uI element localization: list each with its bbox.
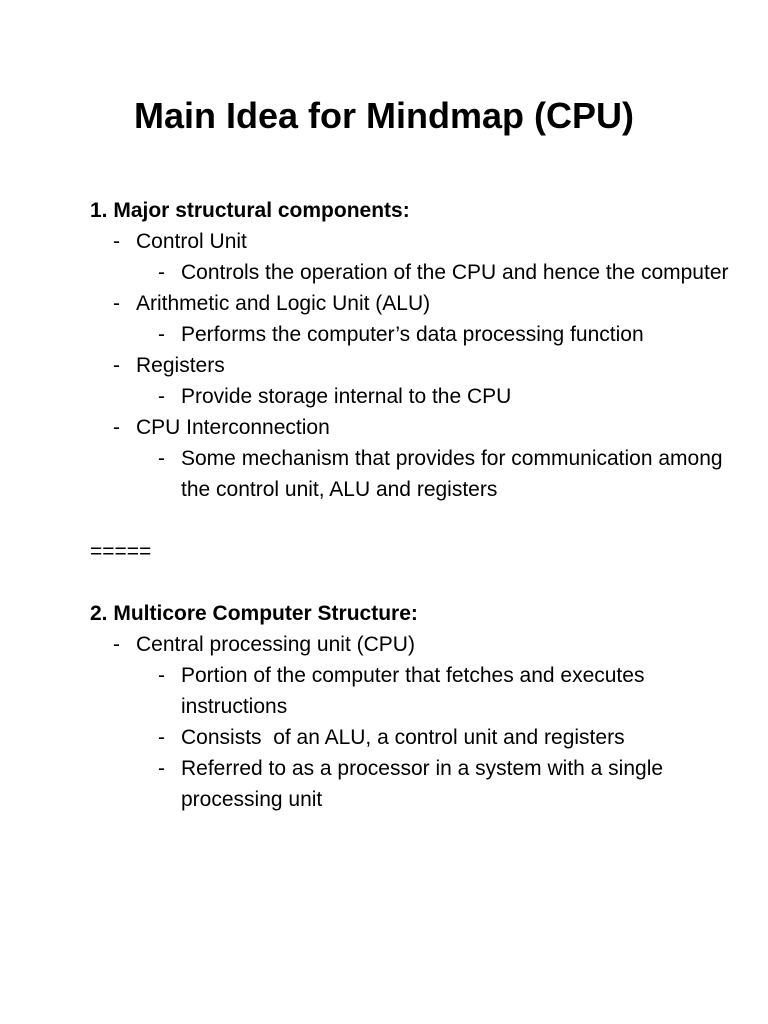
bullet-dash: - <box>158 385 165 408</box>
sub-list-item-text: Controls the operation of the CPU and hence the computer <box>181 261 729 284</box>
sub-list-item-text: Consists of an ALU, a control unit and registers <box>181 726 625 749</box>
sub-list-item <box>90 722 730 753</box>
sub-list-item <box>90 319 730 350</box>
section-multicore-structure <box>90 598 730 815</box>
sub-list-item-text: Referred to as a processor in a system with a single processing unit <box>181 757 664 811</box>
sub-list-item <box>90 660 730 722</box>
sub-list-item-text: Performs the computer’s data processing function <box>181 323 644 346</box>
list-item <box>90 350 730 381</box>
list-item-label: Registers <box>136 354 225 377</box>
page-title: Main Idea for Mindmap (CPU) <box>133 95 634 136</box>
sub-list-item-text: Some mechanism that provides for communication among the control unit, ALU and registers <box>181 447 723 501</box>
list-item <box>90 288 730 319</box>
list-item-label: Arithmetic and Logic Unit (ALU) <box>136 292 431 315</box>
spacer <box>90 567 730 598</box>
bullet-dash: - <box>113 354 120 377</box>
bullet-dash: - <box>113 230 120 253</box>
sub-list-item-text: Portion of the computer that fetches and executes instructions <box>181 664 645 718</box>
spacer <box>90 505 730 536</box>
sub-list-item <box>90 257 730 288</box>
section-heading: 1. Major structural components: <box>90 199 410 222</box>
bullet-dash: - <box>158 664 165 687</box>
bullet-dash: - <box>113 416 120 439</box>
bullet-dash: - <box>113 633 120 656</box>
bullet-dash: - <box>113 292 120 315</box>
sub-list-item-text: Provide storage internal to the CPU <box>181 385 512 408</box>
bullet-dash: - <box>158 726 165 749</box>
separator: ===== <box>90 540 152 563</box>
list-item-label: CPU Interconnection <box>136 416 330 439</box>
bullet-dash: - <box>158 261 165 284</box>
list-item <box>90 226 730 257</box>
list-item <box>90 629 730 660</box>
bullet-dash: - <box>158 757 165 780</box>
bullet-dash: - <box>158 447 165 470</box>
list-item-label: Central processing unit (CPU) <box>136 633 415 656</box>
sub-list-item <box>90 753 730 815</box>
list-item-label: Control Unit <box>136 230 247 253</box>
list-item <box>90 412 730 443</box>
section-heading: 2. Multicore Computer Structure: <box>90 602 418 625</box>
sub-list-item <box>90 381 730 412</box>
sub-list-item <box>90 443 730 505</box>
section-major-components <box>90 195 730 505</box>
document-body <box>90 195 730 815</box>
bullet-dash: - <box>158 323 165 346</box>
